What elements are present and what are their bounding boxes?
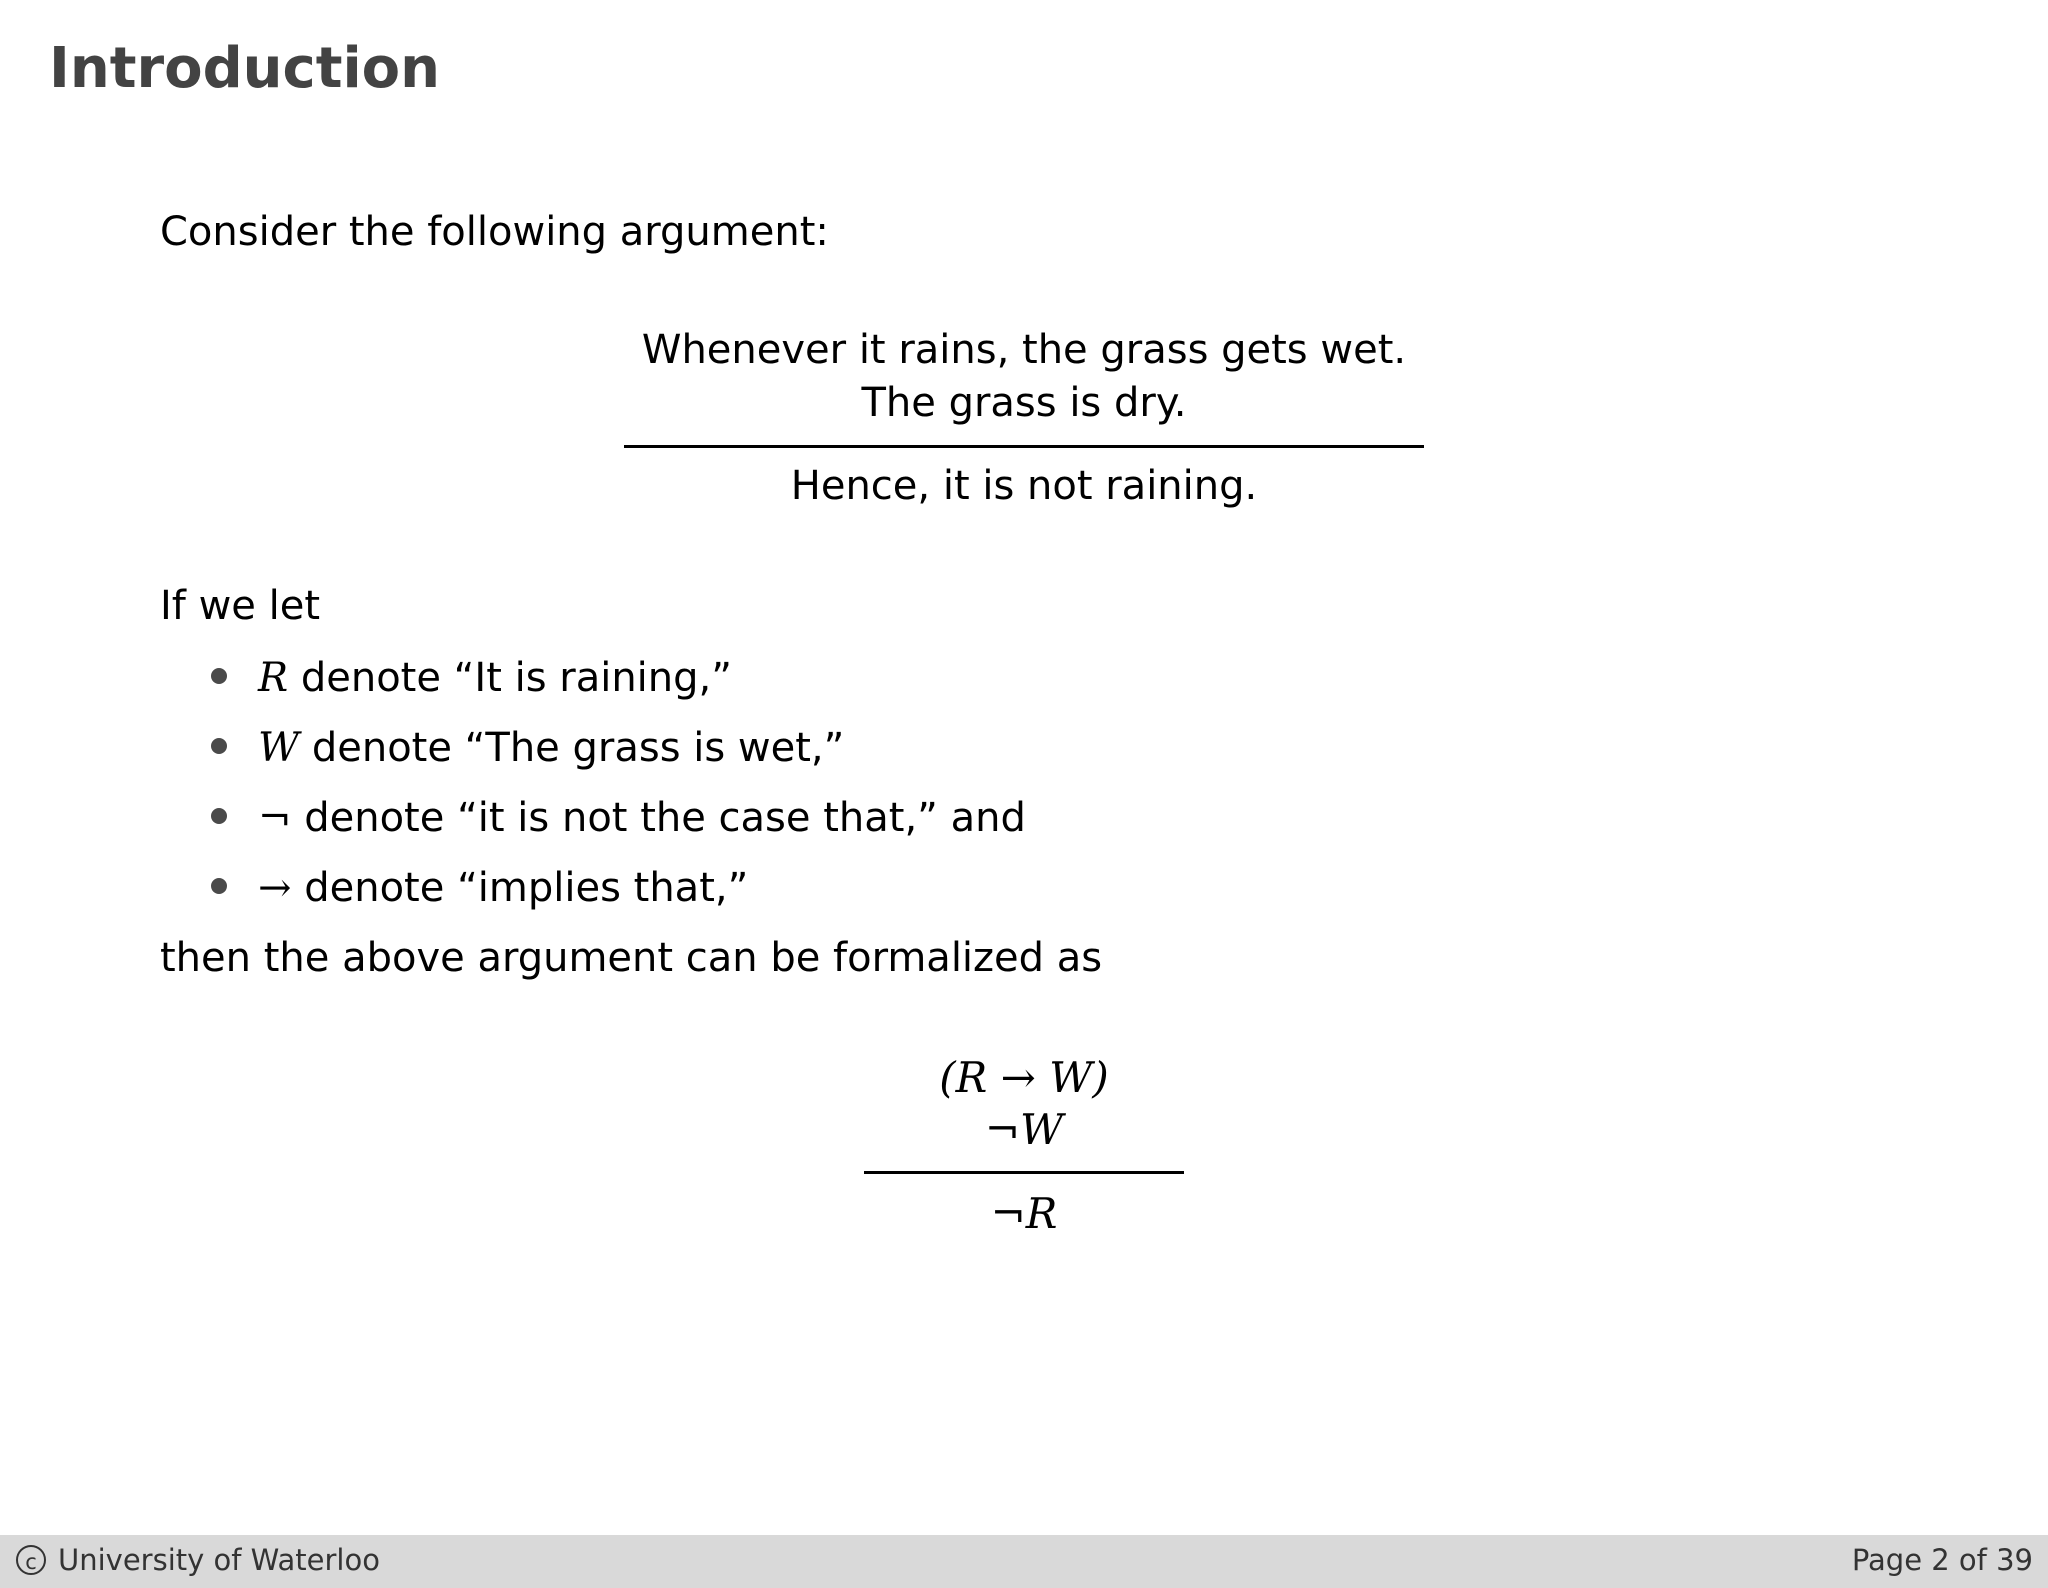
symbol-w: W	[258, 725, 300, 771]
natural-argument	[624, 324, 1424, 430]
copyright-icon: c	[16, 1545, 46, 1575]
list-item	[208, 648, 1026, 718]
formal-premise-1: (R → W)	[939, 1053, 1109, 1102]
footer-bar	[0, 1535, 2048, 1588]
page-number: Page 2 of 39	[1851, 1543, 2033, 1577]
argument-inference-line	[624, 445, 1424, 448]
bullet-icon	[211, 808, 227, 824]
argument-premise-2: The grass is dry.	[861, 380, 1187, 426]
intro-text: Consider the following argument:	[160, 209, 829, 255]
footer-copyright	[16, 1543, 380, 1577]
footer-institution: University of Waterloo	[58, 1543, 380, 1577]
definition-text: denote “It is raining,”	[288, 655, 732, 701]
list-item	[208, 788, 1026, 858]
argument-conclusion: Hence, it is not raining.	[790, 463, 1258, 509]
bullet-icon	[211, 738, 227, 754]
list-item	[208, 858, 1026, 928]
formal-premise-2: ¬W	[984, 1105, 1064, 1154]
definition-list	[208, 648, 1026, 928]
formal-inference-line	[864, 1171, 1184, 1174]
argument-conclusion-block	[624, 460, 1424, 513]
formal-argument	[864, 1052, 1184, 1156]
definition-text: denote “it is not the case that,” and	[291, 795, 1026, 841]
slide-title: Introduction	[49, 36, 441, 101]
symbol-implies: →	[258, 865, 292, 911]
definition-text: denote “implies that,”	[291, 865, 749, 911]
symbol-not: ¬	[258, 795, 292, 841]
let-text: If we let	[160, 583, 321, 629]
formal-conclusion: ¬R	[990, 1189, 1058, 1238]
bullet-icon	[211, 878, 227, 894]
bullet-icon	[211, 668, 227, 684]
list-item	[208, 718, 1026, 788]
argument-premise-1: Whenever it rains, the grass gets wet.	[641, 327, 1407, 373]
then-text: then the above argument can be formalized as	[160, 935, 1103, 981]
definition-text: denote “The grass is wet,”	[299, 725, 845, 771]
symbol-r: R	[258, 655, 289, 701]
formal-conclusion-block	[864, 1188, 1184, 1240]
